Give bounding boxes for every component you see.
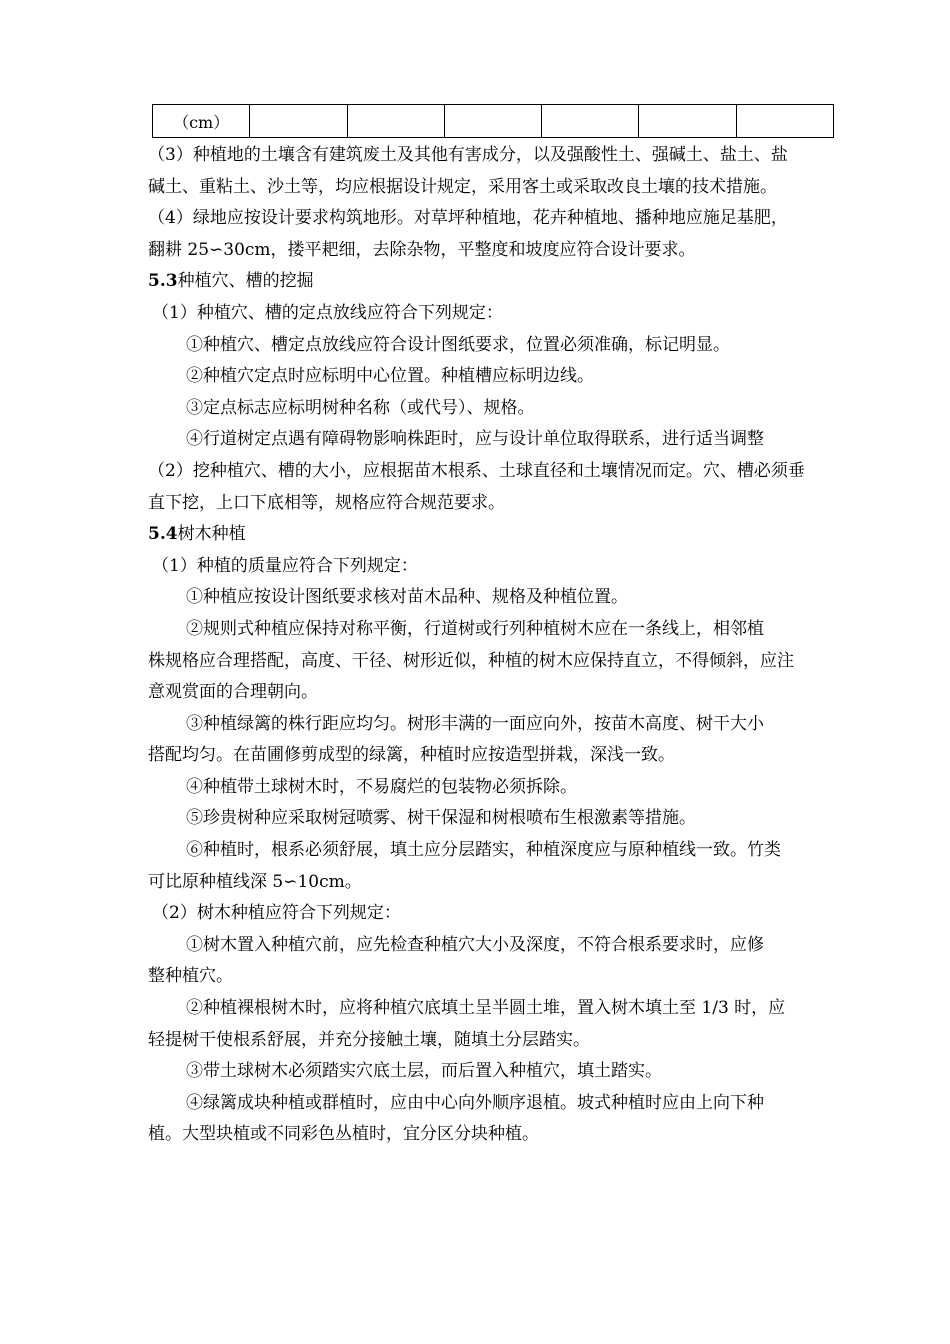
text-line: ④绿篱成块种植或群植时，应由中心向外顺序退植。坡式种植时应由上向下种 bbox=[186, 1092, 764, 1113]
text-line: ⑥种植时，根系必须舒展，填土应分层踏实，种植深度应与原种植线一致。竹类 bbox=[186, 840, 781, 861]
text-line: （1）种植穴、槽的定点放线应符合下列规定： bbox=[152, 302, 503, 323]
table-row bbox=[153, 105, 834, 138]
text-line: ②规则式种植应保持对称平衡，行道树或行列种植树木应在一条线上，相邻植 bbox=[186, 618, 764, 639]
section-heading bbox=[148, 519, 840, 551]
section-number: 5.4 bbox=[148, 524, 178, 545]
text-line: ③种植绿篱的株行距应均匀。树形丰满的一面应向外，按苗木高度、树干大小 bbox=[186, 713, 764, 734]
document-body bbox=[148, 140, 840, 1151]
table-cell: （cm） bbox=[153, 105, 250, 138]
table-cell bbox=[542, 105, 639, 138]
text-line: 碱土、重粘土、沙土等，均应根据设计规定，采用客土或采取改良土壤的技术措施。 bbox=[148, 176, 777, 197]
text-line: （1）种植的质量应符合下列规定： bbox=[152, 555, 418, 576]
text-line: 直下挖，上口下底相等，规格应符合规范要求。 bbox=[148, 492, 505, 513]
text-line: 翻耕 25∽30cm，搂平耙细，去除杂物，平整度和坡度应符合设计要求。 bbox=[148, 239, 696, 260]
text-line: 意观赏面的合理朝向。 bbox=[148, 682, 318, 703]
section-title: 种植穴、槽的挖掘 bbox=[177, 271, 314, 292]
table-cell bbox=[736, 105, 833, 138]
text-line: ④种植带土球树木时，不易腐烂的包装物必须拆除。 bbox=[186, 776, 577, 797]
text-line: 株规格应合理搭配，高度、干径、树形近似，种植的树木应保持直立，不得倾斜，应注 bbox=[148, 650, 794, 671]
text-line: ②种植穴定点时应标明中心位置。种植槽应标明边线。 bbox=[186, 366, 594, 387]
table-cell bbox=[347, 105, 444, 138]
spec-table bbox=[152, 104, 834, 138]
text-line: ③定点标志应标明树种名称（或代号）、规格。 bbox=[186, 397, 535, 418]
text-line: （3）种植地的土壤含有建筑废土及其他有害成分，以及强酸性土、强碱土、盐土、盐 bbox=[148, 145, 788, 165]
text-line: 植。大型块植或不同彩色丛植时，宜分区分块种植。 bbox=[148, 1124, 539, 1145]
text-line: 轻提树干使根系舒展，并充分接触土壤，随填土分层踏实。 bbox=[148, 1029, 590, 1050]
text-line: 整种植穴。 bbox=[148, 966, 233, 987]
text-line: 搭配均匀。在苗圃修剪成型的绿篱，种植时应按造型拼栽，深浅一致。 bbox=[148, 745, 675, 766]
text-line: ④行道树定点遇有障碍物影响株距时，应与设计单位取得联系，进行适当调整 bbox=[186, 429, 764, 450]
text-line: （2）挖种植穴、槽的大小，应根据苗木根系、土球直径和土壤情况而定。穴、槽必须垂 bbox=[148, 460, 805, 481]
text-line: ①种植穴、槽定点放线应符合设计图纸要求，位置必须准确，标记明显。 bbox=[186, 334, 730, 355]
section-title: 树木种植 bbox=[177, 524, 246, 545]
text-line: ①种植应按设计图纸要求核对苗木品种、规格及种植位置。 bbox=[186, 587, 628, 608]
table-cell bbox=[250, 105, 347, 138]
text-line: 可比原种植线深 5∽10cm。 bbox=[148, 871, 362, 892]
text-line: ⑤珍贵树种应采取树冠喷雾、树干保湿和树根喷布生根激素等措施。 bbox=[186, 808, 696, 829]
table-cell bbox=[639, 105, 736, 138]
text-line: ①树木置入种植穴前，应先检查种植穴大小及深度，不符合根系要求时，应修 bbox=[186, 934, 764, 955]
text-line: （4）绿地应按设计要求构筑地形。对草坪种植地，花卉种植地、播种地应施足基肥， bbox=[148, 208, 788, 229]
section-heading bbox=[148, 266, 840, 298]
text-line: ③带土球树木必须踏实穴底土层，而后置入种植穴，填土踏实。 bbox=[186, 1061, 662, 1082]
table-cell bbox=[444, 105, 541, 138]
section-number: 5.3 bbox=[148, 271, 178, 292]
text-line: ②种植裸根树木时，应将种植穴底填土呈半圆土堆，置入树木填土至 1/3 时，应 bbox=[186, 998, 786, 1019]
text-line: （2）树木种植应符合下列规定： bbox=[152, 903, 401, 924]
